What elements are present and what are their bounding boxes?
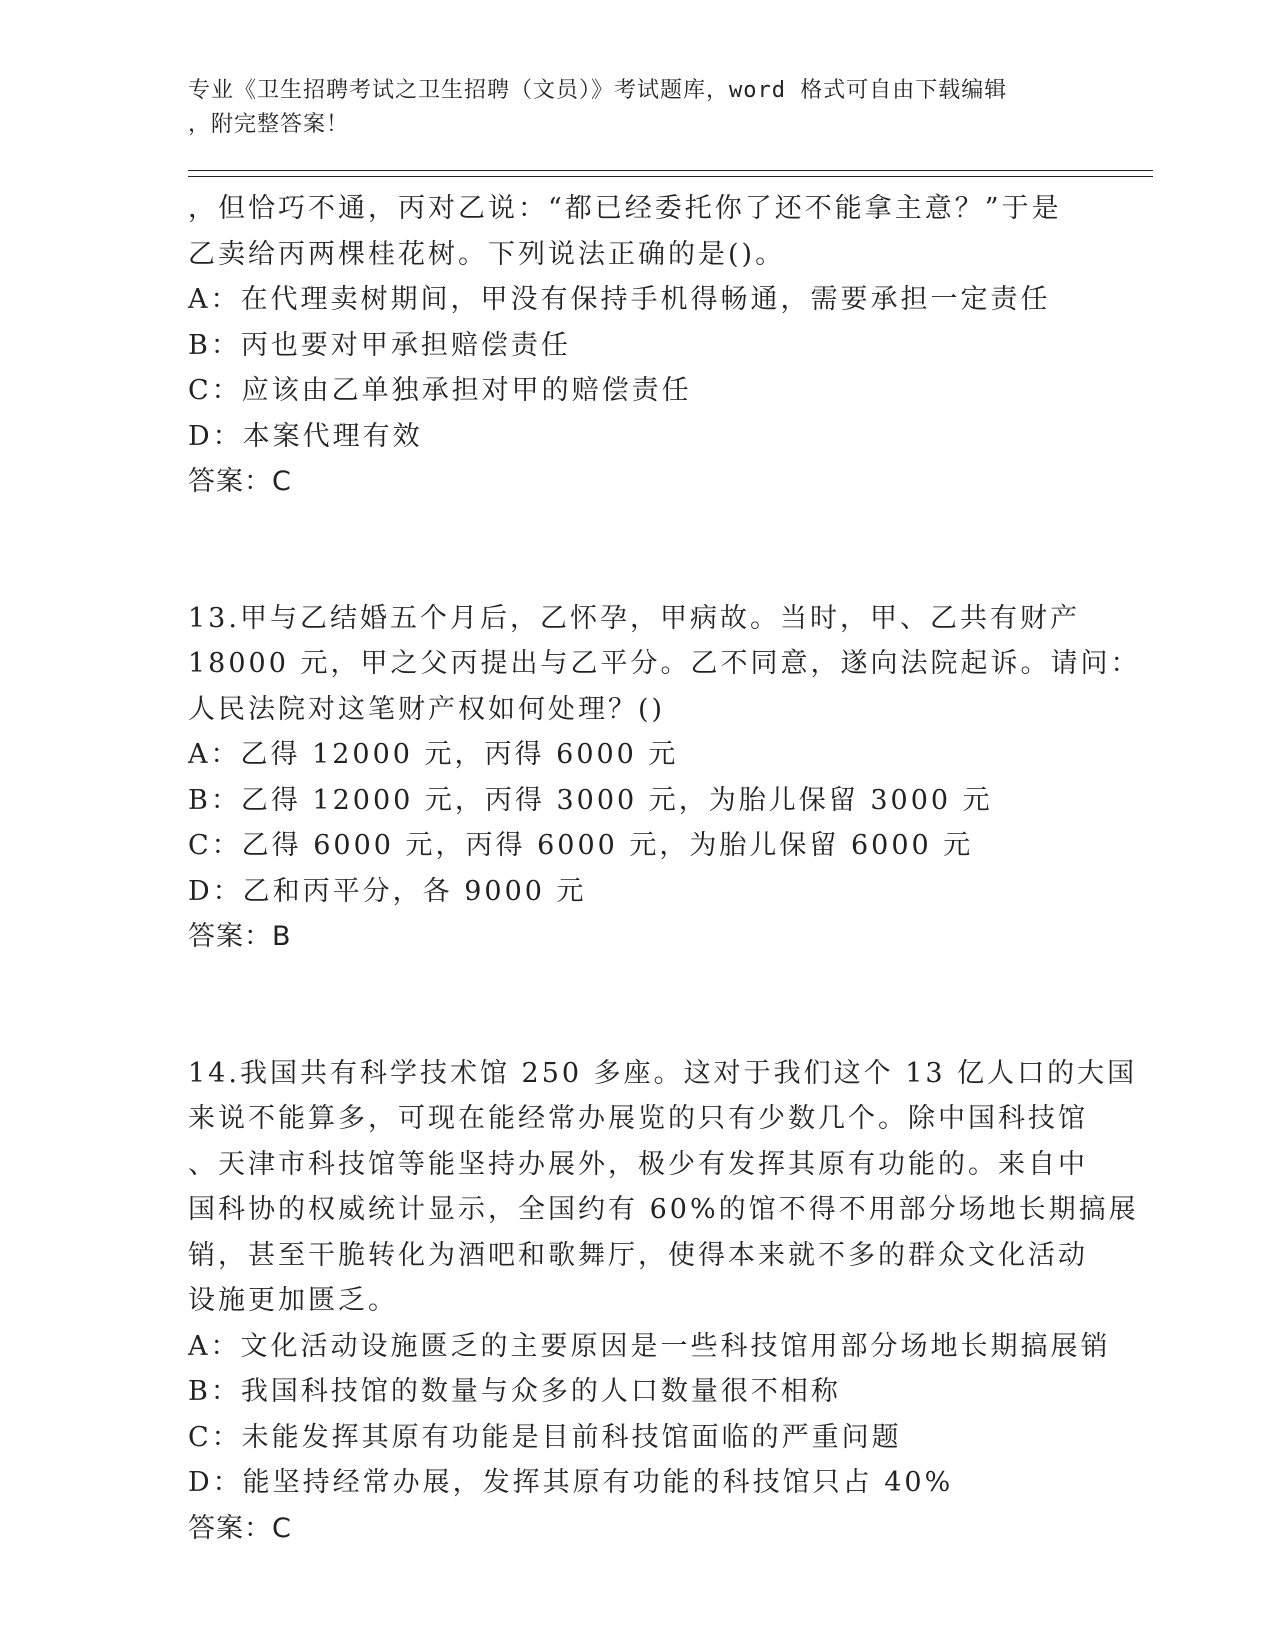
option-b: B：乙得 12000 元，丙得 3000 元，为胎儿保留 3000 元 — [188, 784, 993, 816]
document-header — [188, 74, 1068, 142]
option-d: D：能坚持经常办展，发挥其原有功能的科技馆只占 40% — [188, 1467, 954, 1498]
question-12 — [188, 186, 1088, 505]
question-text-line: 、天津市科技馆等能坚持办展外，极少有发挥其原有功能的。来自中 — [188, 1148, 1088, 1180]
question-14 — [188, 1051, 1139, 1552]
option-b: B：我国科技馆的数量与众多的人口数量很不相称 — [188, 1376, 841, 1407]
answer-label: 答案：B — [188, 921, 292, 952]
spacer — [188, 960, 1088, 1051]
question-content — [188, 186, 1141, 1551]
header-line-2: ，附完整答案！ — [188, 112, 350, 137]
header-divider-bottom — [188, 176, 1153, 177]
option-a: A：文化活动设施匮乏的主要原因是一些科技馆用部分场地长期搞展销 — [188, 1330, 1111, 1362]
question-text-line: 来说不能算多，可现在能经常办展览的只有少数几个。除中国科技馆 — [188, 1103, 1088, 1134]
question-text-line: 18000 元，甲之父丙提出与乙平分。乙不同意，遂向法院起诉。请问： — [188, 648, 1141, 679]
question-text-line: 国科协的权威统计显示，全国约有 60%的馆不得不用部分场地长期搞展 — [188, 1194, 1139, 1225]
header-line-1: 专业《卫生招聘考试之卫生招聘（文员）》考试题库，word 格式可自由下载编辑 — [188, 78, 1008, 103]
option-c: C：应该由乙单独承担对甲的赔偿责任 — [188, 375, 692, 406]
question-text-line: ，但恰巧不通，丙对乙说：“都已经委托你了还不能拿主意？”于是 — [188, 193, 1062, 224]
question-text-line: 设施更加匮乏。 — [188, 1285, 398, 1316]
question-text-line: 14.我国共有科学技术馆 250 多座。这对于我们这个 13 亿人口的大国 — [188, 1057, 1138, 1089]
answer-label: 答案：C — [188, 466, 292, 497]
option-a: A：乙得 12000 元，丙得 6000 元 — [188, 739, 679, 770]
question-13 — [188, 596, 1141, 960]
question-text-line: 人民法院对这笔财产权如何处理？() — [188, 693, 666, 725]
option-d: D：本案代理有效 — [188, 420, 423, 452]
option-a: A：在代理卖树期间，甲没有保持手机得畅通，需要承担一定责任 — [188, 284, 1051, 315]
header-divider-top — [188, 170, 1153, 171]
question-text-line: 销，甚至干脆转化为酒吧和歌舞厅，使得本来就不多的群众文化活动 — [188, 1239, 1088, 1271]
answer-label: 答案：C — [188, 1512, 292, 1544]
spacer — [188, 505, 1088, 596]
question-text-line: 13.甲与乙结婚五个月后，乙怀孕，甲病故。当时，甲、乙共有财产 — [188, 602, 1080, 634]
option-b: B：丙也要对甲承担赔偿责任 — [188, 329, 571, 361]
question-text-line: 乙卖给丙两棵桂花树。下列说法正确的是()。 — [188, 238, 786, 270]
option-c: C：乙得 6000 元，丙得 6000 元，为胎儿保留 6000 元 — [188, 830, 974, 861]
option-c: C：未能发挥其原有功能是目前科技馆面临的严重问题 — [188, 1421, 902, 1453]
option-d: D：乙和丙平分，各 9000 元 — [188, 875, 587, 907]
